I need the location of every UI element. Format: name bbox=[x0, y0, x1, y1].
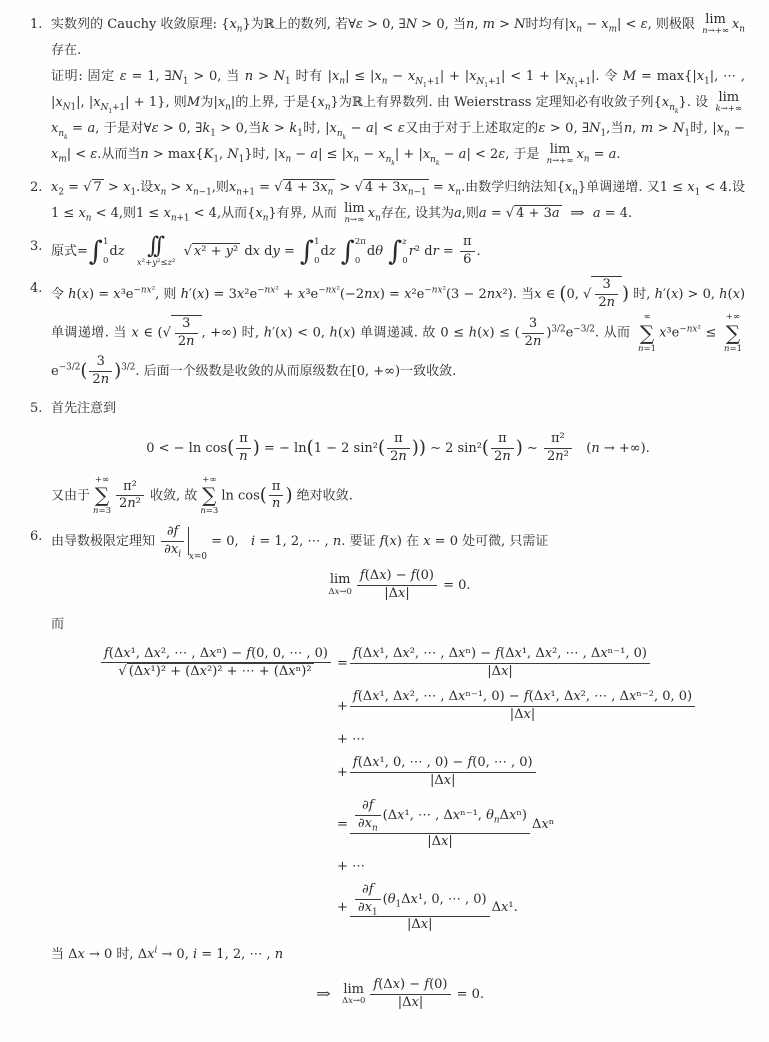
problem-6-display-equation-2: ⇒ lim Δx→0 $\frac{f(\Delta x) - f(0)}{|\Delta x|}$ = 0. bbox=[315, 977, 485, 1011]
problem-3 bbox=[30, 234, 745, 269]
problem-5-display-equation: 0 < − ln cos( $\frac{\pi}{n}$ ) = − ln(1 − 2 sin²( $\frac{\pi}{2n}$ )) ∼ 2 sin²( $\frac{\pi}{2n}$ ) ∼ $\frac{\text{π²}}{\text{2n²}}$ (n → +∞). bbox=[146, 431, 650, 464]
align-row bbox=[51, 689, 745, 724]
align-row-right: = f(Δx¹, Δx², ⋯ , Δxⁿ) − f(Δx¹, Δx², ⋯ , Δxⁿ⁻¹, 0) |Δx| bbox=[333, 646, 652, 681]
problem-5-conclusion: 又由于 +∞ ∑ n=3 $\frac{\text{π²}}{\text{2n²}}$ 收敛, 故 +∞ ∑ n=3 ln cos( $\frac{\pi}{n}$ ) 绝对收敛. bbox=[51, 474, 353, 517]
problem-1-content bbox=[51, 12, 745, 168]
item-1-number: 1. bbox=[30, 17, 43, 32]
problem-5-content bbox=[51, 396, 745, 517]
align-row bbox=[51, 798, 745, 851]
problem-4-body: 令 $h(x) = x^3e^{-nx^2}$, 则 $h'(x) = 3x^2e^{-nx^2} + x^3e^{-nx^2}(-2nx) = x^2e^{-nx^2}(3 - 2nx^2)$. 当x ∈ (0, √ $\frac{3}{2n}$ ) 时, h′(x) > 0, h(x)单调递增. 当 x ∈ (√ $\frac{3}{2n}$ , +∞) 时, h′(x) < 0, h(x) 单调递减. 故 0 ≤ h(x) ≤ ( $\frac{3}{2n}$ )$^{3/2}e^{-3/2}$. 从而 ∞ ∑ n=1 $x^3e^{-nx^2}$ ≤ +∞ ∑ n=1 $e^{-3/2}$( $\frac{3}{2n}$ )$^{3/2}$. 后面一个级数是收敛的从而原级数在[0, +∞)一致收敛. bbox=[51, 277, 746, 388]
align-row-right: = $\frac{\partial f}{\partial x_n}$ (Δx¹, ⋯ , Δxⁿ⁻¹, $\theta_n\Delta x^n$) |Δx| Δ x ⁿ bbox=[337, 797, 555, 849]
problem-4 bbox=[30, 276, 745, 389]
problem-3-body: 原式= ∫ 1 0 dz ∫∫ x²+y²≤z² √ x² + y² dx dy = ∫ 1 0 dz ∫ 2π 0 dθ ∫ z 0 r² dr = $\frac{\pi}{6}$ . bbox=[51, 233, 481, 269]
align-row bbox=[51, 732, 745, 747]
problem-2-content bbox=[51, 175, 745, 227]
align-row-right: + $\frac{\partial f}{\partial x_1}$ ($\theta_1\Delta x^1$, 0, ⋯ , 0) |Δx| Δ x ¹. bbox=[337, 881, 518, 933]
problem-6-content bbox=[51, 524, 745, 1021]
problem-6-tail: 当 Δx → 0 时, $\Delta x^i \to 0$, i = 1, 2, ⋯ , n bbox=[51, 945, 284, 963]
item-6-number: 6. bbox=[30, 529, 43, 545]
align-row bbox=[51, 882, 745, 935]
item-5-number: 5. bbox=[30, 401, 43, 416]
align-row bbox=[51, 859, 745, 874]
problem-6-display-equation-1: lim Δx→0 $\frac{f(\Delta x) - f(0)}{|\Delta x|}$ = 0. bbox=[328, 567, 471, 601]
problem-5 bbox=[30, 396, 745, 517]
problem-5-intro: 首先注意到 bbox=[51, 401, 117, 416]
align-row-right: + ⋯ bbox=[337, 732, 366, 748]
align-row-right: + ⋯ bbox=[337, 858, 366, 874]
item-3-number: 3. bbox=[30, 239, 43, 254]
item-2-number: 2. bbox=[30, 180, 43, 195]
problem-2-body: $x_2$ = √ $7 > x_1$.设$x_n > x_{n-1}$,则$x_{n+1}$ = √ $4 + 3x_n$ > √ $4 + 3x_{n-1} = x_n$.由数学归纳法知$\{x_n\}$单调递增. 又$1 \le x_1 < 4$.设$1 \le x_n < 4$,则$1 \le x_{n+1} < 4$,从而$\{x_n\}$有界, 从而 lim n→∞ $x_n$存在, 设其为a,则a = √ 4 + 3a ⇒ a = 4. bbox=[51, 180, 745, 226]
align-row-right: + f(Δx¹, 0, ⋯ , 0) − f(0, ⋯ , 0) |Δx| bbox=[333, 755, 538, 790]
align-row-left: f(Δx¹, Δx², ⋯ , Δxⁿ) − f(0, 0, ⋯ , 0) √ (Δx¹)² + (Δx²)² + ⋯ + (Δxⁿ)² bbox=[51, 646, 333, 682]
aligned-derivation bbox=[51, 646, 745, 935]
problem-6 bbox=[30, 524, 745, 1021]
problem-2 bbox=[30, 175, 745, 227]
problem-6-connector: 而 bbox=[51, 616, 65, 632]
problem-1-statement: 实数列的 Cauchy 收敛原理: $\{x_n\}$为ℝ上的数列, 若∀ε > 0, ∃N > 0, 当n, m > N时均有$|x_n - x_m| < \varepsilon$, 则极限 lim n→+∞ $x_n$存在. bbox=[51, 11, 745, 58]
problem-3-content bbox=[51, 234, 745, 269]
problem-1-proof: 证明: 固定 ε = 1, $\exists N_1 > 0$, 当 $n > N_1$ 时有 $|x_n| \le |x_n - x_{N_1+1}| + |x_{N_1+1}| < 1 + |x_{N_1+1}|$. 令 $M = \max\{|x_1|$, ⋯ , $|x_{N1}|$, $|x_{N_1+1}| + 1$}, 则M为$|x_n|$的上界, 于是$\{x_n\}$为ℝ上有界数列. 由 Weierstrass 定理知必有收敛子列$\{x_{n_k}\}$. 设 lim k→+∞ $x_{n_k} = a$, 于是对∀ε > 0, $\exists k_1 > 0$,当$k > k_1$时, $|x_{n_k} - a| < \varepsilon$又由于对于上述取定的ε > 0, $\exists N_1$,当n, $m > N_1$时, $|x_n - x_m| < \varepsilon$.从而当$n > \max\{K_1$, $N_1$}时, $|x_n - a| \le |x_n - x_{n_k}| + |x_{n_k} - a| < 2\varepsilon$, 于是 lim n→+∞ $x_n = a$. bbox=[51, 69, 745, 167]
align-row bbox=[51, 646, 745, 682]
align-row-right: + f(Δx¹, Δx², ⋯ , Δxⁿ⁻¹, 0) − f(Δx¹, Δx², ⋯ , Δxⁿ⁻², 0, 0) |Δx| bbox=[333, 689, 697, 724]
problem-4-content bbox=[51, 276, 745, 389]
problem-6-intro: 由导数极限定理知 $\frac{\partial f}{\partial x_i}$ $_{x=0}$ = 0, i = 1, 2, ⋯ , n. 要证 f(x) 在 x = 0 处可微, 只需证 bbox=[51, 524, 549, 563]
align-row bbox=[51, 755, 745, 790]
item-4-number: 4. bbox=[30, 281, 43, 297]
problem-1 bbox=[30, 12, 745, 168]
